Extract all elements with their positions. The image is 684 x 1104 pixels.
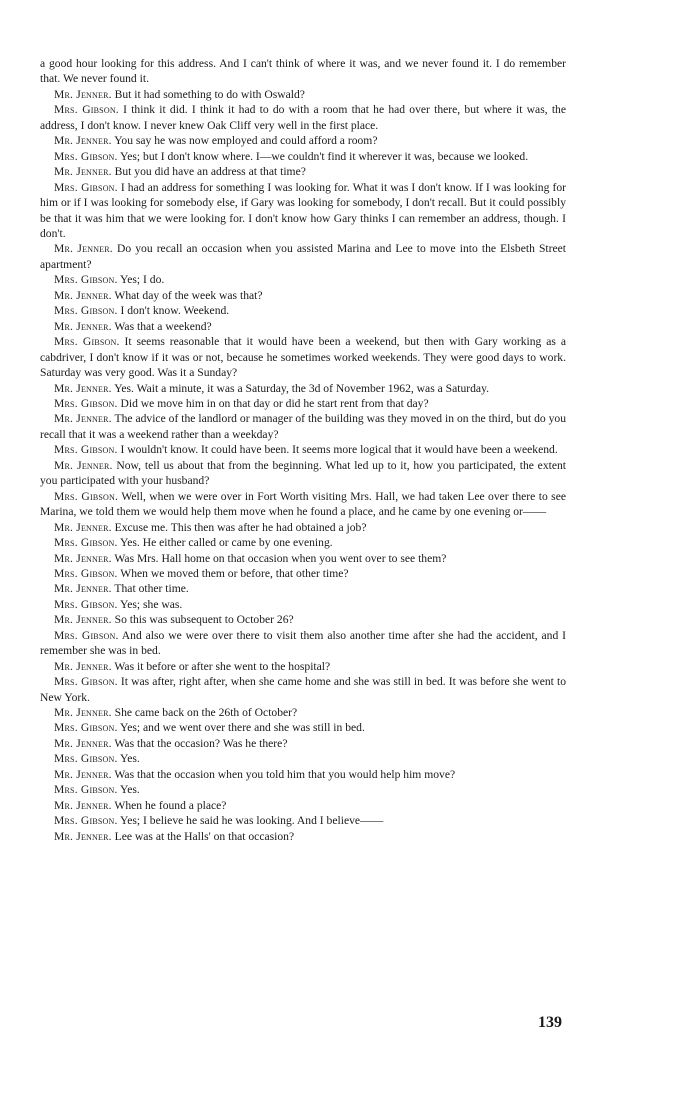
speaker-label: Mr. Jenner.	[54, 736, 112, 750]
paragraph	[40, 133, 566, 148]
utterance-text: What day of the week was that?	[114, 288, 263, 302]
utterance-text: So this was subsequent to October 26?	[114, 613, 294, 627]
paragraph	[40, 442, 566, 457]
paragraph	[40, 520, 566, 535]
speaker-label: Mrs. Gibson.	[54, 335, 120, 349]
utterance-text: Yes; I believe he said he was looking. And I believe——	[120, 814, 384, 828]
utterance-text: I had an address for something I was looking for. What it was I don't know. If I was looking for him or if I was looking for somebody else, if Gary was looking for somebody, I don't recall. But it could possibly be that it was him that we were looking for. I don't know how Gary thinks I can remember an address, though. I don't.	[40, 180, 566, 240]
speaker-label: Mrs. Gibson.	[54, 396, 118, 410]
speaker-label: Mrs. Gibson.	[54, 443, 118, 457]
paragraph	[40, 458, 566, 489]
speaker-label: Mr. Jenner.	[54, 87, 112, 101]
utterance-text: Yes.	[120, 783, 140, 797]
paragraph	[40, 581, 566, 596]
utterance-text: She came back on the 26th of October?	[114, 706, 298, 720]
paragraph	[40, 489, 566, 520]
utterance-text: But you did have an address at that time?	[114, 165, 306, 179]
utterance-text: And also we were over there to visit them also another time after she had the accident, and I remember she was in bed.	[40, 628, 566, 658]
paragraph	[40, 535, 566, 550]
speaker-label: Mr. Jenner.	[54, 767, 112, 781]
paragraph	[40, 334, 566, 380]
paragraph	[40, 736, 566, 751]
speaker-label: Mrs. Gibson.	[54, 566, 118, 580]
utterance-text: When we moved them or before, that other time?	[120, 566, 349, 580]
paragraph	[40, 659, 566, 674]
utterance-text: a good hour looking for this address. And I can't think of where it was, and we never found it. I do remember that. We never found it.	[40, 57, 566, 86]
paragraph	[40, 628, 566, 659]
page-number: 139	[538, 1014, 562, 1031]
paragraph	[40, 241, 566, 272]
speaker-label: Mr. Jenner.	[54, 381, 112, 395]
speaker-label: Mrs. Gibson.	[54, 103, 119, 117]
utterance-text: Well, when we were over in Fort Worth visiting Mrs. Hall, we had taken Lee over there to see Marina, we told them we would help them move when he found a place, and he came by one evening or——	[40, 489, 566, 519]
utterance-text: I wouldn't know. It could have been. It seems more logical that it would have been a weekend.	[120, 443, 558, 457]
speaker-label: Mr. Jenner.	[54, 165, 112, 179]
utterance-text: That other time.	[114, 582, 189, 596]
speaker-label: Mr. Jenner.	[54, 520, 112, 534]
transcript-body	[40, 56, 566, 844]
utterance-text: Yes.	[120, 752, 140, 766]
speaker-label: Mrs. Gibson.	[54, 597, 118, 611]
paragraph	[40, 767, 566, 782]
paragraph	[40, 551, 566, 566]
utterance-text: The advice of the landlord or manager of the building was they moved in on the third, but do you recall that it was a weekend rather than a weekday?	[40, 412, 566, 441]
speaker-label: Mr. Jenner.	[54, 319, 112, 333]
speaker-label: Mr. Jenner.	[54, 829, 112, 843]
utterance-text: Now, tell us about that from the beginning. What led up to it, how you participated, the extent you participated with your husband?	[40, 458, 567, 488]
utterance-text: Lee was at the Halls' on that occasion?	[114, 829, 295, 843]
utterance-text: But it had something to do with Oswald?	[114, 87, 305, 101]
paragraph	[40, 102, 566, 133]
utterance-text: I don't know. Weekend.	[120, 304, 230, 318]
speaker-label: Mr. Jenner.	[54, 551, 112, 565]
utterance-text: Yes; she was.	[120, 597, 183, 611]
utterance-text: Excuse me. This then was after he had obtained a job?	[114, 520, 367, 534]
speaker-label: Mrs. Gibson.	[54, 752, 118, 766]
speaker-label: Mr. Jenner.	[54, 458, 113, 472]
speaker-label: Mr. Jenner.	[54, 288, 112, 302]
speaker-label: Mrs. Gibson.	[54, 273, 118, 287]
utterance-text: Yes. Wait a minute, it was a Saturday, the 3d of November 1962, was a Saturday.	[114, 381, 490, 395]
utterance-text: It was after, right after, when she came home and she was still in bed. It was before she went to New York.	[40, 675, 566, 704]
speaker-label: Mrs. Gibson.	[54, 149, 118, 163]
paragraph	[40, 782, 566, 797]
utterance-text: Yes; but I don't know where. I—we couldn't find it wherever it was, because we looked.	[120, 149, 529, 163]
paragraph	[40, 751, 566, 766]
paragraph	[40, 381, 566, 396]
paragraph	[40, 319, 566, 334]
utterance-text: I think it did. I think it had to do with a room that he had over there, but where it was, the address, I don't know. I never knew Oak Cliff very well in the first place.	[40, 103, 566, 132]
utterance-text: Do you recall an occasion when you assisted Marina and Lee to move into the Elsbeth Street apartment?	[40, 242, 566, 271]
paragraph	[40, 612, 566, 627]
speaker-label: Mr. Jenner.	[54, 582, 112, 596]
utterance-text: Was that the occasion? Was he there?	[114, 736, 288, 750]
utterance-text: Yes; I do.	[120, 273, 165, 287]
utterance-text: It seems reasonable that it would have been a weekend, but then with Gary working as a cabdriver, I don't know if it was or not, because he sometimes worked weekends. They were good days to work. Saturday was very good. Was it a Sunday?	[40, 335, 566, 380]
speaker-label: Mr. Jenner.	[54, 613, 112, 627]
utterance-text: Was Mrs. Hall home on that occasion when you went over to see them?	[114, 551, 447, 565]
speaker-label: Mr. Jenner.	[54, 706, 112, 720]
speaker-label: Mrs. Gibson.	[54, 628, 119, 642]
paragraph	[40, 798, 566, 813]
speaker-label: Mr. Jenner.	[54, 412, 112, 426]
speaker-label: Mr. Jenner.	[54, 134, 112, 148]
utterance-text: Yes; and we went over there and she was still in bed.	[120, 721, 365, 735]
paragraph	[40, 597, 566, 612]
speaker-label: Mrs. Gibson.	[54, 721, 118, 735]
paragraph	[40, 272, 566, 287]
speaker-label: Mr. Jenner.	[54, 798, 112, 812]
paragraph	[40, 411, 566, 442]
paragraph	[40, 705, 566, 720]
paragraph	[40, 87, 566, 102]
utterance-text: Was it before or after she went to the hospital?	[114, 659, 331, 673]
speaker-label: Mr. Jenner.	[54, 659, 112, 673]
paragraph	[40, 288, 566, 303]
paragraph	[40, 56, 566, 87]
utterance-text: When he found a place?	[114, 798, 227, 812]
speaker-label: Mrs. Gibson.	[54, 536, 118, 550]
paragraph	[40, 303, 566, 318]
utterance-text: Yes. He either called or came by one evening.	[120, 536, 333, 550]
paragraph	[40, 813, 566, 828]
utterance-text: Was that the occasion when you told him that you would help him move?	[114, 767, 456, 781]
speaker-label: Mrs. Gibson.	[54, 783, 118, 797]
paragraph	[40, 674, 566, 705]
utterance-text: You say he was now employed and could afford a room?	[114, 134, 378, 148]
speaker-label: Mrs. Gibson.	[54, 489, 119, 503]
utterance-text: Was that a weekend?	[114, 319, 212, 333]
utterance-text: Did we move him in on that day or did he start rent from that day?	[120, 396, 429, 410]
speaker-label: Mrs. Gibson.	[54, 304, 118, 318]
paragraph	[40, 180, 566, 242]
speaker-label: Mrs. Gibson.	[54, 180, 118, 194]
paragraph	[40, 829, 566, 844]
paragraph	[40, 720, 566, 735]
speaker-label: Mrs. Gibson.	[54, 675, 118, 689]
paragraph	[40, 566, 566, 581]
speaker-label: Mr. Jenner.	[54, 242, 113, 256]
paragraph	[40, 149, 566, 164]
paragraph	[40, 396, 566, 411]
speaker-label: Mrs. Gibson.	[54, 814, 118, 828]
paragraph	[40, 164, 566, 179]
